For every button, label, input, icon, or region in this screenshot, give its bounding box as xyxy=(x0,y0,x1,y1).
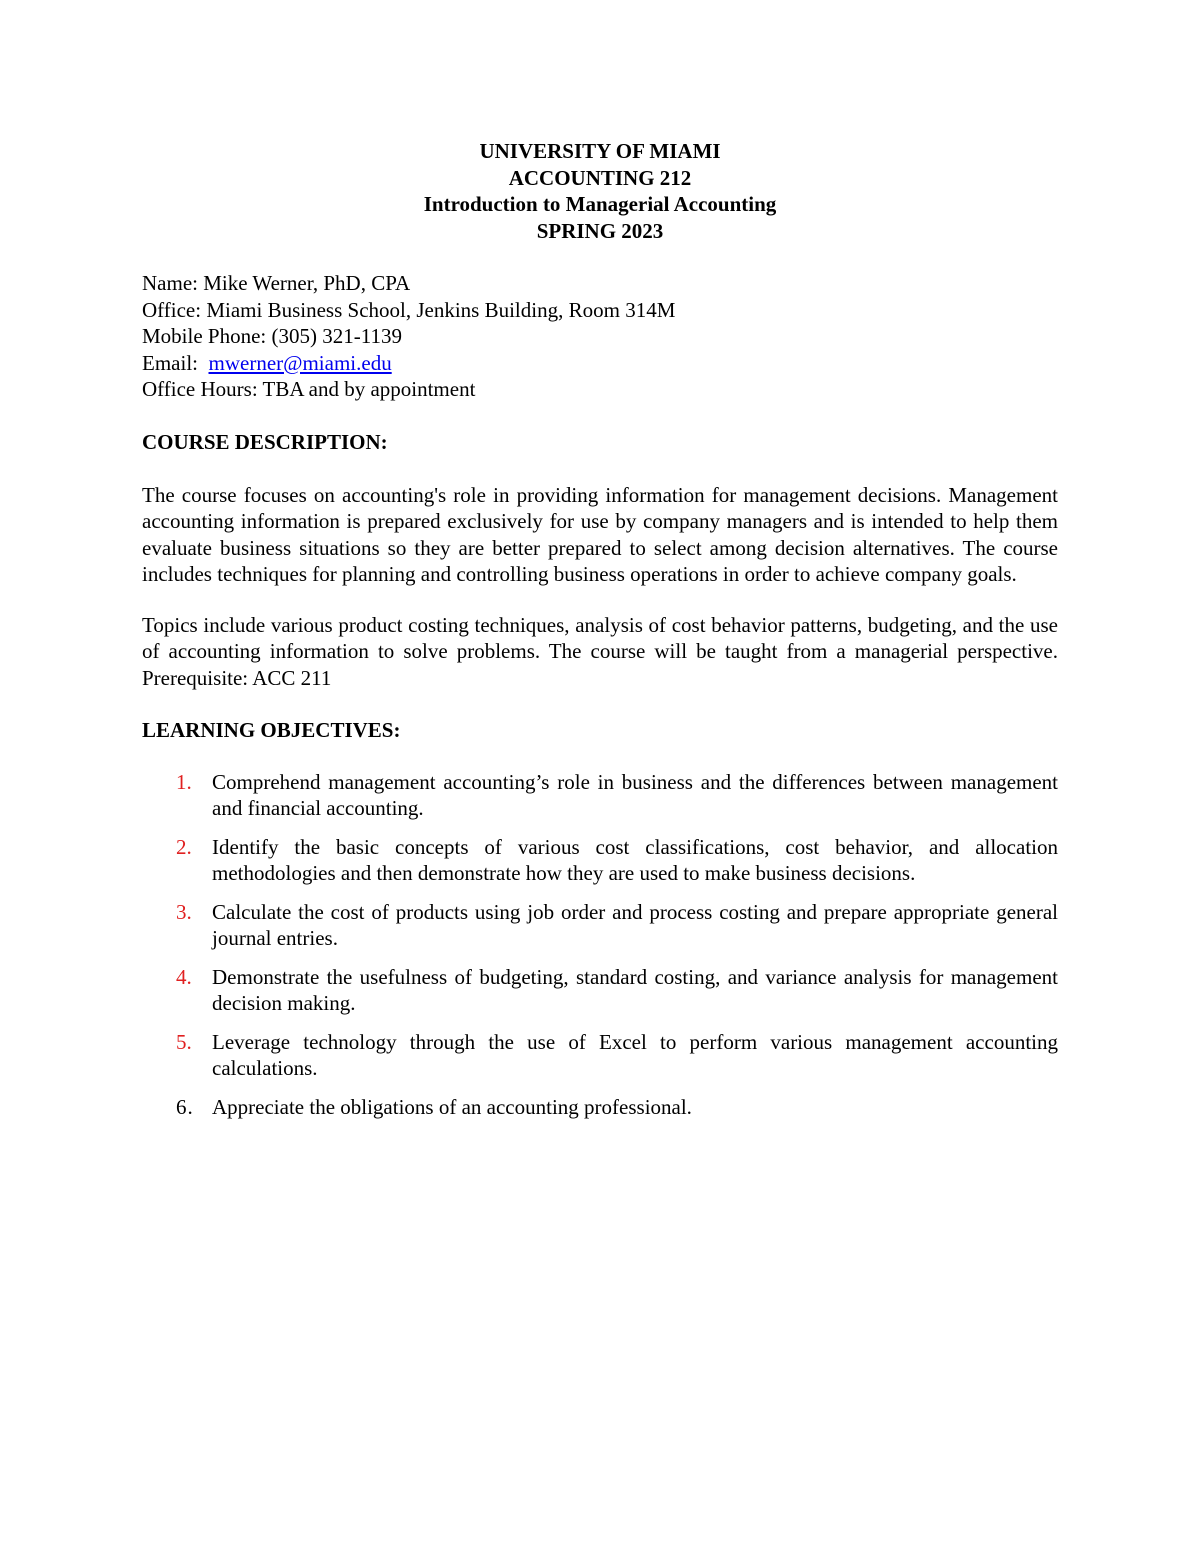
course-description-paragraph-2: Topics include various product costing techniques, analysis of cost behavior patterns, budgeting, and the use of accounting information to solve problems. The course will be taught from a managerial perspective. Prerequisite: ACC 211 xyxy=(142,612,1058,690)
list-item-number: 4. xyxy=(176,965,192,989)
list-item xyxy=(142,964,1058,1016)
list-item xyxy=(142,1094,1058,1120)
list-item-text: Comprehend management accounting’s role in business and the differences between management and financial accounting. xyxy=(212,770,1058,820)
course-code: ACCOUNTING 212 xyxy=(508,165,692,190)
course-title: Introduction to Managerial Accounting xyxy=(423,192,777,216)
learning-objectives-heading: LEARNING OBJECTIVES: xyxy=(142,718,401,742)
list-item xyxy=(142,899,1058,951)
list-item-number: 3. xyxy=(176,900,192,924)
instructor-phone: Mobile Phone: (305) 321-1139 xyxy=(142,324,402,348)
list-item-text: Leverage technology through the use of Excel to perform various management accounting calculations. xyxy=(212,1030,1058,1080)
office-hours: Office Hours: TBA and by appointment xyxy=(142,377,476,401)
list-item-number: 1. xyxy=(176,770,192,794)
list-item-number: 2. xyxy=(176,835,192,859)
list-item-text: Appreciate the obligations of an accounting professional. xyxy=(212,1095,692,1119)
document-content xyxy=(142,138,1058,1133)
list-item xyxy=(142,834,1058,886)
instructor-office: Office: Miami Business School, Jenkins Building, Room 314M xyxy=(142,297,676,322)
list-item-text: Demonstrate the usefulness of budgeting, standard costing, and variance analysis for management decision making. xyxy=(212,965,1058,1015)
course-description-heading: COURSE DESCRIPTION: xyxy=(142,429,388,454)
email-link[interactable]: mwerner@miami.edu xyxy=(208,350,392,375)
university-name: UNIVERSITY OF MIAMI xyxy=(479,139,721,163)
list-item xyxy=(142,1029,1058,1081)
list-item-number: 6. xyxy=(176,1095,194,1119)
list-item-text: Identify the basic concepts of various cost classifications, cost behavior, and allocation methodologies and then demonstrate how they are used to make business decisions. xyxy=(212,835,1058,885)
list-item-text: Calculate the cost of products using job order and process costing and prepare appropriate general journal entries. xyxy=(212,900,1058,950)
list-item xyxy=(142,769,1058,821)
learning-objectives-list xyxy=(142,769,1058,1120)
instructor-contact xyxy=(142,270,1058,403)
list-item-number: 5. xyxy=(176,1030,192,1054)
email-label: Email: xyxy=(142,350,198,375)
document-header xyxy=(142,138,1058,244)
instructor-email-line xyxy=(142,350,1058,377)
instructor-name: Name: Mike Werner, PhD, CPA xyxy=(142,271,411,295)
course-description-paragraph-1: The course focuses on accounting's role in providing information for management decisions. Management accounting information is prepared exclusively for use by company managers and is intended to help them evaluate business situations so they are better prepared to select among decision alternatives. The course includes techniques for planning and controlling business operations in order to achieve company goals. xyxy=(142,482,1058,586)
term: SPRING 2023 xyxy=(536,218,664,243)
